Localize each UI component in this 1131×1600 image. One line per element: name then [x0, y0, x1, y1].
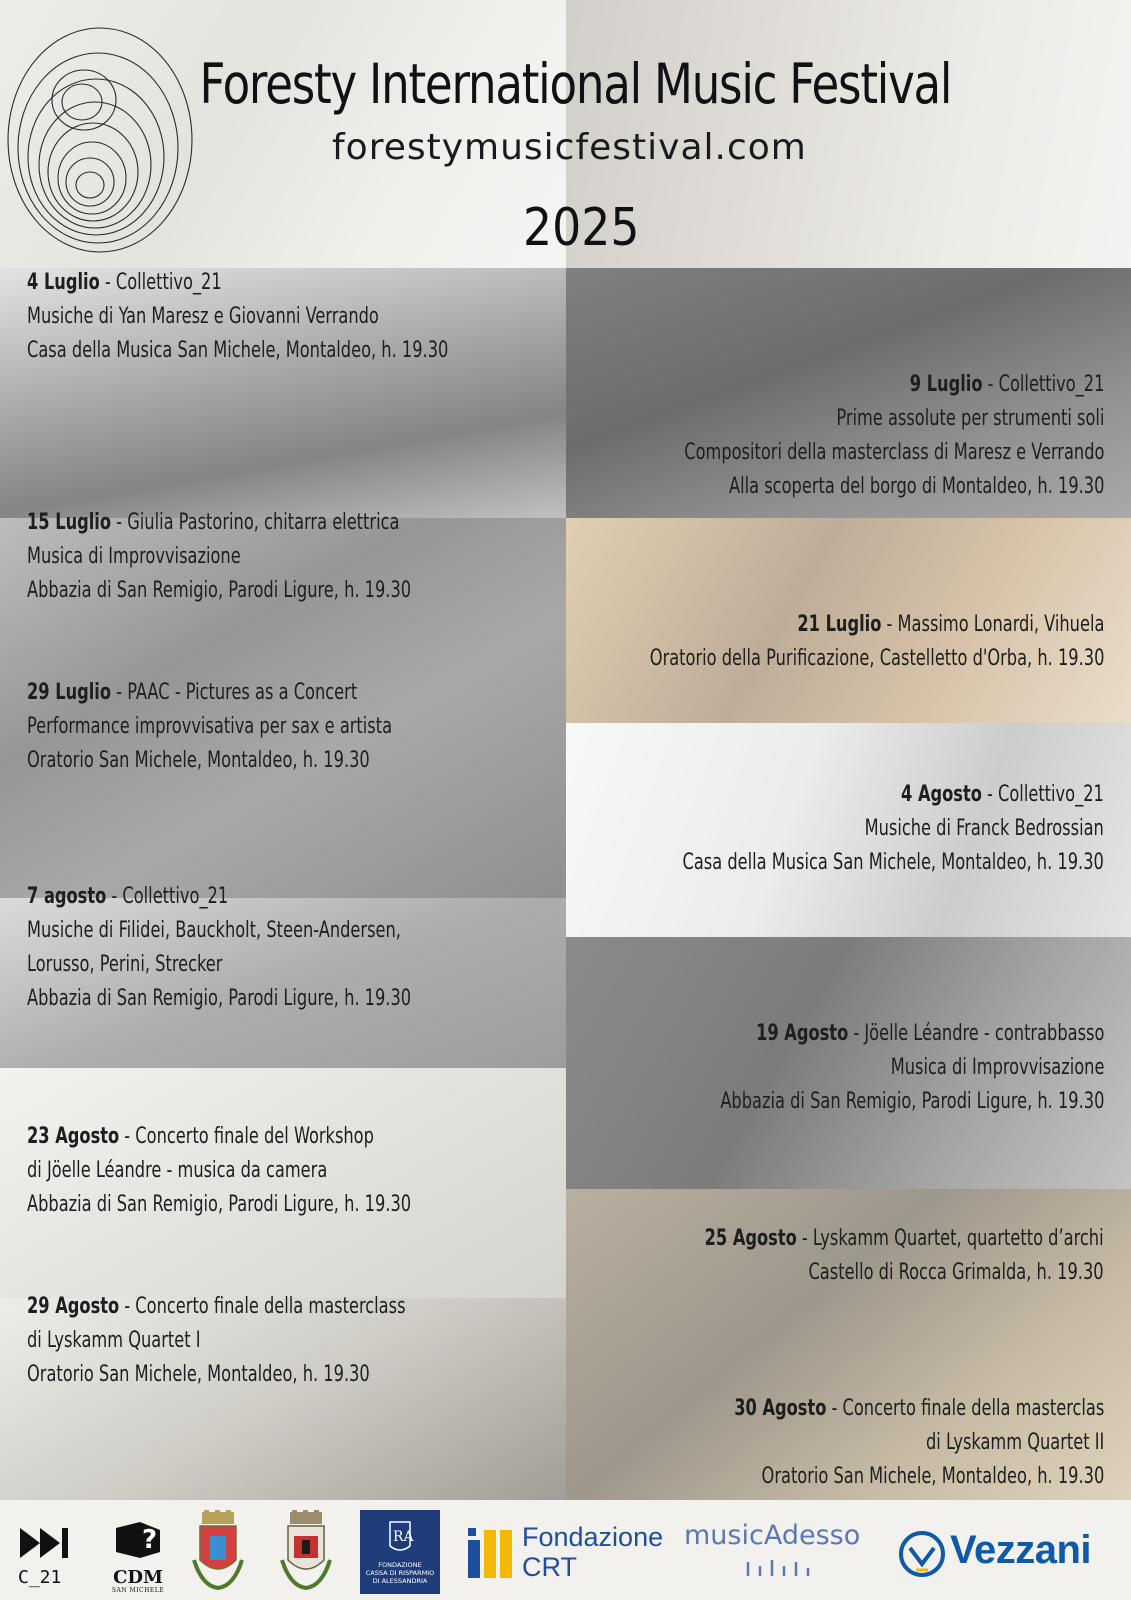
event-venue: Abbazia di San Remigio, Parodi Ligure, h. 19.30 [719, 1089, 1104, 1114]
event-venue: Abbazia di San Remigio, Parodi Ligure, h. 19.30 [27, 578, 412, 603]
tree-rings-logo-icon [0, 10, 200, 260]
event-detail: Lorusso, Perini, Strecker [27, 952, 223, 977]
event-30-agosto: 30 Agosto - Concerto finale della masterclas di Lyskamm Quartet II Oratorio San Michele, Montaldeo, h. 19.30 [653, 1392, 1104, 1494]
event-date: 29 Luglio [27, 680, 112, 705]
event-4-luglio: 4 Luglio - Collettivo_21 Musiche di Yan Maresz e Giovanni Verrando Casa della Musica San Michele, Montaldeo, h. 19.30 [27, 266, 541, 368]
event-date: 23 Agosto [27, 1124, 120, 1149]
event-15-luglio: 15 Luglio - Giulia Pastorino, chitarra elettrica Musica di Improvvisazione Abbazia di San Remigio, Parodi Ligure, h. 19.30 [27, 506, 495, 608]
event-detail: Prime assolute per strumenti soli [835, 406, 1104, 431]
crt-label-1: Fondazione [522, 1522, 664, 1552]
musicadesso-bars-icon [744, 1556, 824, 1578]
festival-website-link[interactable]: forestymusicfestival.com [332, 127, 807, 168]
event-venue: Abbazia di San Remigio, Parodi Ligure, h. 19.30 [27, 986, 412, 1011]
event-venue: Oratorio San Michele, Montaldeo, h. 19.30 [27, 1362, 370, 1387]
cdm-label: CDM [113, 1567, 163, 1588]
event-25-agosto: 25 Agosto - Lyskamm Quartet, quartetto d’archi Castello di Rocca Grimalda, h. 19.30 [617, 1222, 1104, 1290]
event-detail: Musiche di Yan Maresz e Giovanni Verrando [27, 304, 379, 329]
crt-bars-icon [464, 1524, 516, 1580]
sponsor-strip [0, 1500, 1131, 1600]
event-date: 25 Agosto [704, 1226, 798, 1251]
event-29-luglio: 29 Luglio - PAAC - Pictures as a Concert Performance improvvisativa per sax e artista Oratorio San Michele, Montaldeo, h. 19.30 [27, 676, 472, 778]
event-venue: Oratorio San Michele, Montaldeo, h. 19.30 [761, 1464, 1104, 1489]
festival-year: 2025 [523, 198, 640, 258]
fast-forward-icon [18, 1526, 74, 1560]
event-detail: Musica di Improvvisazione [27, 544, 241, 569]
cdm-logo [106, 1518, 170, 1596]
poster-header [0, 0, 1131, 268]
event-19-agosto: 19 Agosto - Jöelle Léandre - contrabbasso Musica di Improvvisazione Abbazia di San Remigio, Parodi Ligure, h. 19.30 [636, 1017, 1104, 1119]
event-detail: Musiche di Filidei, Bauckholt, Steen-Andersen, [27, 918, 401, 943]
cdm-sublabel: SAN MICHELE [111, 1587, 165, 1594]
event-venue: Alla scoperta del borgo di Montaldeo, h. 19.30 [728, 474, 1104, 499]
event-detail: di Jöelle Léandre - musica da camera [27, 1158, 328, 1183]
event-venue: Oratorio San Michele, Montaldeo, h. 19.30 [27, 748, 370, 773]
municipal-crest-2-icon [276, 1510, 336, 1594]
event-venue: Casa della Musica San Michele, Montaldeo, h. 19.30 [682, 850, 1104, 875]
vezzani-emblem-icon [898, 1530, 946, 1578]
crt-label-2: CRT [522, 1552, 578, 1582]
event-date: 4 Agosto [901, 782, 983, 807]
event-date: 9 Luglio [909, 372, 983, 397]
event-date: 7 agosto [27, 884, 107, 909]
fondazione-cr-alessandria-logo: RA FONDAZIONE CASSA DI RISPARMIO DI ALESSANDRIA [360, 1510, 440, 1594]
event-date: 15 Luglio [27, 510, 112, 535]
event-detail: Musiche di Franck Bedrossian [864, 816, 1104, 841]
c21-logo [18, 1526, 74, 1586]
musicadesso-logo: musicAdesso [684, 1520, 884, 1590]
event-detail: Musica di Improvvisazione [890, 1055, 1104, 1080]
event-venue: Oratorio della Purificazione, Castelletto d'Orba, h. 19.30 [649, 646, 1104, 671]
event-detail: di Lyskamm Quartet II [925, 1430, 1104, 1455]
cra-monogram-icon [380, 1516, 420, 1556]
event-29-agosto: 29 Agosto - Concerto finale della masterclass di Lyskamm Quartet I Oratorio San Michele, Montaldeo, h. 19.30 [27, 1290, 489, 1392]
municipal-crest-1-icon [188, 1510, 248, 1594]
svg-text:RA: RA [393, 1529, 414, 1545]
event-venue: Casa della Musica San Michele, Montaldeo, h. 19.30 [27, 338, 449, 363]
event-21-luglio: 21 Luglio - Massimo Lonardi, Vihuela Oratorio della Purificazione, Castelletto d'Orba, h. 19.30 [550, 608, 1104, 676]
event-4-agosto: 4 Agosto - Collettivo_21 Musiche di Franck Bedrossian Casa della Musica San Michele, Montaldeo, h. 19.30 [590, 778, 1104, 880]
event-7-agosto: 7 agosto - Collettivo_21 Musiche di Filidei, Bauckholt, Steen-Andersen, Lorusso, Perini, Strecker Abbazia di San Remigio, Parodi Ligure, h. 19.30 [27, 880, 495, 1016]
event-detail: Compositori della masterclass di Maresz e Verrando [683, 440, 1104, 465]
event-detail: Performance improvvisativa per sax e artista [27, 714, 393, 739]
festival-title: Foresty International Music Festival [199, 52, 952, 116]
event-date: 19 Agosto [755, 1021, 848, 1046]
event-23-agosto: 23 Agosto - Concerto finale del Workshop di Jöelle Léandre - musica da camera Abbazia di San Remigio, Parodi Ligure, h. 19.30 [27, 1120, 495, 1222]
event-date: 29 Agosto [27, 1294, 120, 1319]
event-date: 30 Agosto [733, 1396, 827, 1421]
fondazione-crt-logo [464, 1520, 674, 1586]
event-date: 21 Luglio [796, 612, 881, 637]
question-mark-block-icon [110, 1518, 166, 1564]
event-venue: Abbazia di San Remigio, Parodi Ligure, h. 19.30 [27, 1192, 412, 1217]
event-detail: di Lyskamm Quartet I [27, 1328, 201, 1353]
event-9-luglio: 9 Luglio - Collettivo_21 Prime assolute per strumenti soli Compositori della masterclass di Maresz e Verrando Alla scoperta del borgo di Montaldeo, h. 19.30 [592, 368, 1104, 504]
event-venue: Castello di Rocca Grimalda, h. 19.30 [808, 1260, 1104, 1285]
event-date: 4 Luglio [27, 270, 100, 295]
svg-text:?: ? [142, 1525, 158, 1555]
c21-label: C_21 [18, 1567, 62, 1588]
vezzani-logo: Vezzani [898, 1526, 1123, 1582]
